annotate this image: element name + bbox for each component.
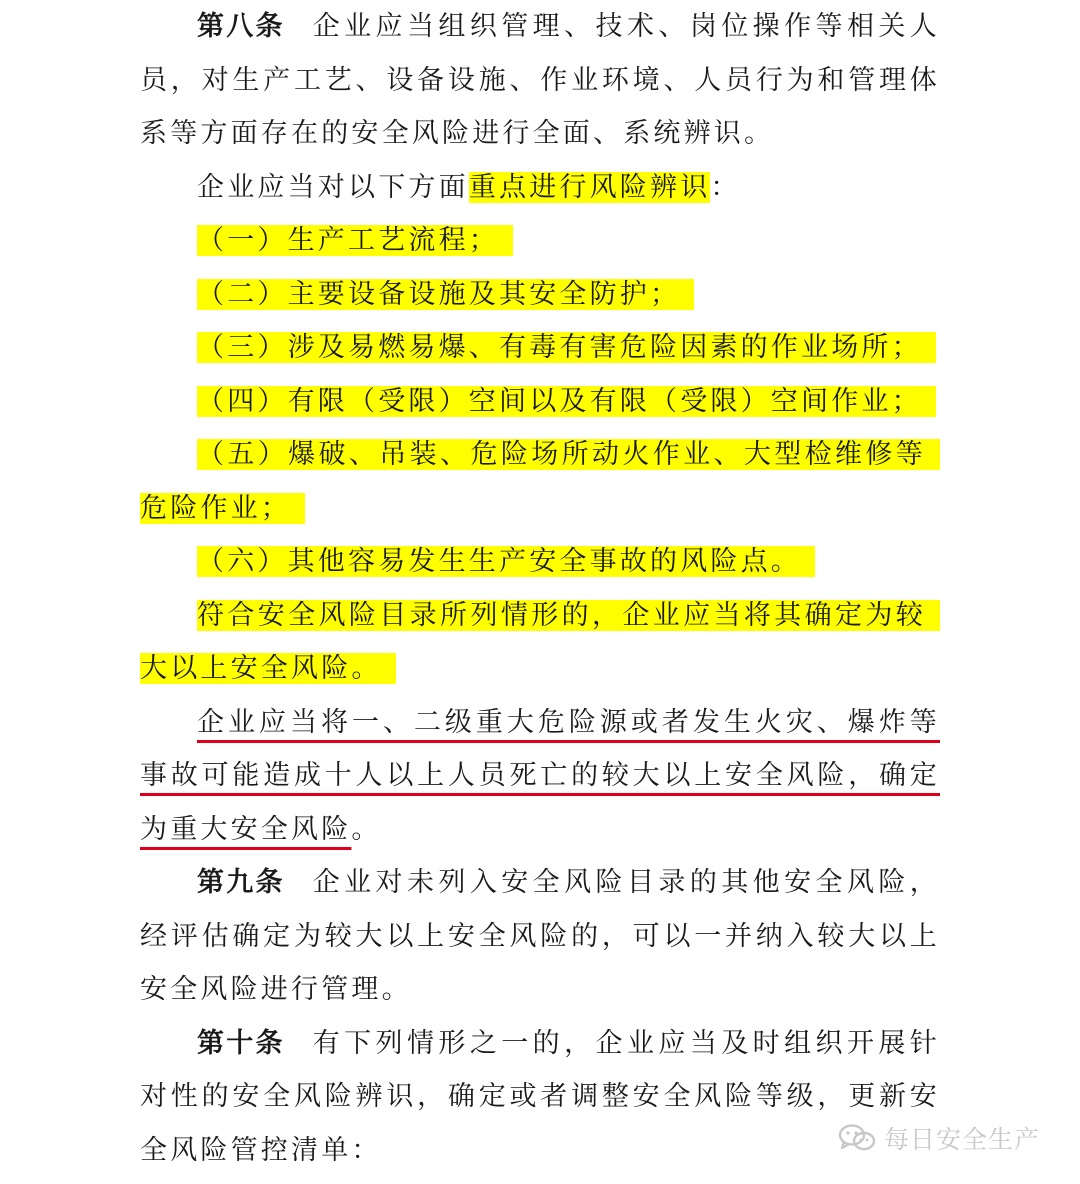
list-item-4 xyxy=(140,375,940,429)
article-8-p4-underlined: 企业应当将一、二级重大危险源或者发生火灾、爆炸等事故可能造成十人以上人员死亡的较大以上安全风险，确定为重大安全风险 xyxy=(140,706,940,845)
article-8-p3-highlight: 符合安全风险目录所列情形的，企业应当将其确定为较大以上安全风险。 xyxy=(140,600,940,685)
article-8-text: 企业应当组织管理、技术、岗位操作等相关人员，对生产工艺、设备设施、作业环境、人员行为和管理体系等方面存在的安全风险进行全面、系统辨识。 xyxy=(140,11,941,149)
list-item-2-text: （二）主要设备设施及其安全防护； xyxy=(197,279,694,310)
article-8-p2-highlight: 重点进行风险辨识 xyxy=(468,171,711,203)
article-8-paragraph-4 xyxy=(140,696,940,857)
article-10-paragraph xyxy=(140,1017,940,1178)
article-8-p2-prefix: 企业应当对以下方面 xyxy=(197,171,469,203)
wechat-icon xyxy=(838,1123,876,1153)
list-item-3-text: （三）涉及易燃易爆、有毒有害危险因素的作业场所； xyxy=(197,332,936,363)
list-item-3 xyxy=(140,321,940,375)
article-8-p4-end: 。 xyxy=(351,813,382,845)
article-9-number: 第九条 xyxy=(197,867,285,898)
article-8-paragraph-2 xyxy=(140,161,940,215)
article-9-text: 企业对未列入安全风险目录的其他安全风险，经评估确定为较大以上安全风险的，可以一并纳入较大以上安全风险进行管理。 xyxy=(140,867,941,1005)
list-item-2 xyxy=(140,268,940,322)
list-item-6-text: （六）其他容易发生生产安全事故的风险点。 xyxy=(197,546,815,577)
article-10-text: 有下列情形之一的，企业应当及时组织开展针对性的安全风险辨识，确定或者调整安全风险等级，更新安全风险管控清单： xyxy=(140,1027,941,1166)
list-item-1-text: （一）生产工艺流程； xyxy=(197,225,513,256)
article-8-paragraph-3 xyxy=(140,589,940,696)
list-item-5-text: （五）爆破、吊装、危险场所动火作业、大型检维修等危险作业； xyxy=(140,439,940,524)
list-item-4-text: （四）有限（受限）空间以及有限（受限）空间作业； xyxy=(197,386,936,417)
article-10-number: 第十条 xyxy=(197,1027,285,1059)
article-8-p2-suffix: ： xyxy=(710,171,741,203)
document-page xyxy=(140,0,940,1177)
list-item-6 xyxy=(140,535,940,589)
watermark xyxy=(838,1118,1040,1158)
list-item-1 xyxy=(140,214,940,268)
article-8-number: 第八条 xyxy=(197,11,285,42)
watermark-text: 每日安全生产 xyxy=(884,1125,1041,1154)
article-8-paragraph-1 xyxy=(140,0,940,161)
list-item-5 xyxy=(140,428,940,535)
article-9-paragraph xyxy=(140,856,940,1017)
